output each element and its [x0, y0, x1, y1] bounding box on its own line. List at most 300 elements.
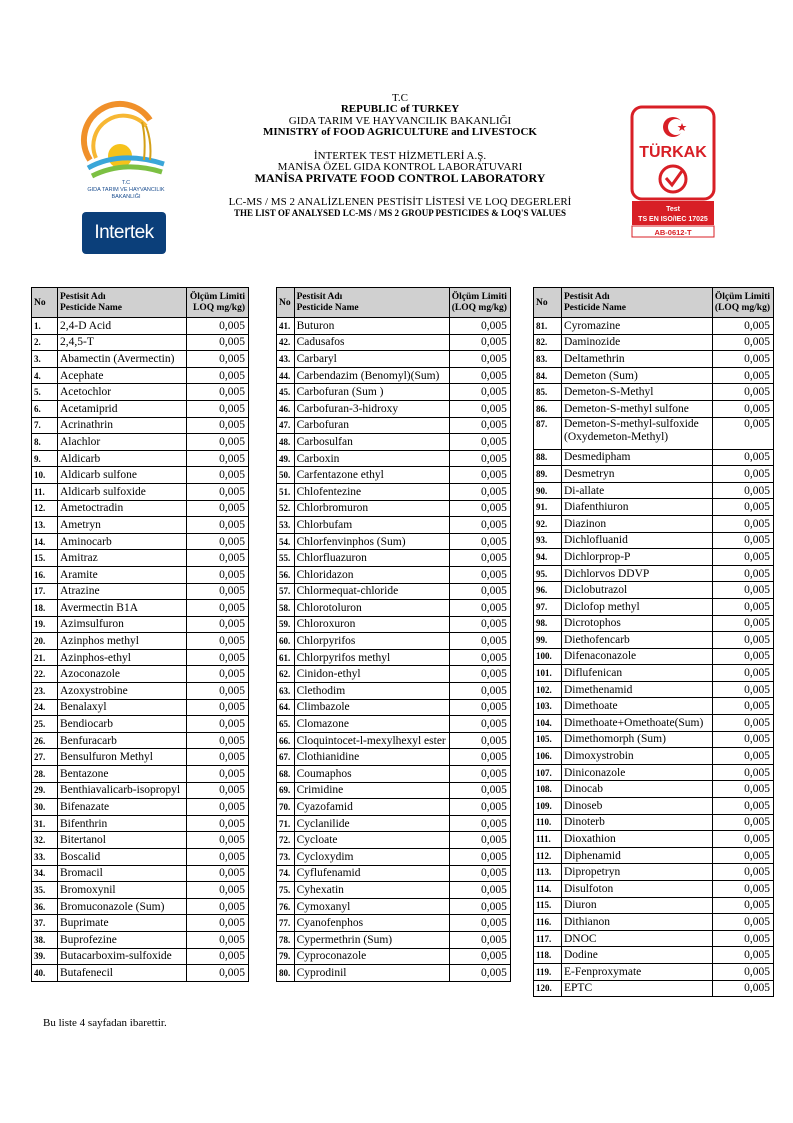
- row-number: 78.: [277, 931, 295, 948]
- pesticide-name: Clomazone: [294, 716, 449, 733]
- row-number: 2.: [32, 334, 58, 351]
- loq-value: 0,005: [712, 648, 773, 665]
- row-number: 19.: [32, 616, 58, 633]
- col-no-header: No: [534, 288, 562, 318]
- pesticide-name: Chlormequat-chloride: [294, 583, 449, 600]
- loq-value: 0,005: [712, 466, 773, 483]
- table-row: [277, 384, 511, 401]
- row-number: 35.: [32, 882, 58, 899]
- row-number: 14.: [32, 533, 58, 550]
- loq-value: 0,005: [186, 633, 248, 650]
- pesticide-name: Cymoxanyl: [294, 898, 449, 915]
- pesticide-name: Bifenthrin: [58, 815, 187, 832]
- table-row: [277, 683, 511, 700]
- loq-value: 0,005: [186, 434, 248, 451]
- col-no-header: No: [32, 288, 58, 318]
- table-row: [32, 434, 249, 451]
- pesticide-name: Boscalid: [58, 849, 187, 866]
- table-row: [32, 450, 249, 467]
- loq-value: 0,005: [186, 334, 248, 351]
- table-row: [32, 882, 249, 899]
- pesticide-name: Dinoterb: [562, 814, 713, 831]
- table-row: [32, 666, 249, 683]
- row-number: 57.: [277, 583, 295, 600]
- table-row: [277, 948, 511, 965]
- table-row: [534, 615, 774, 632]
- row-number: 112.: [534, 847, 562, 864]
- pesticide-name: Diafenthiuron: [562, 499, 713, 516]
- pesticide-name: Chlorbufam: [294, 517, 449, 534]
- pesticide-name: Benalaxyl: [58, 699, 187, 716]
- row-number: 95.: [534, 565, 562, 582]
- pesticide-name: Chlorpyrifos: [294, 633, 449, 650]
- loq-value: 0,005: [712, 715, 773, 732]
- table-row: [32, 334, 249, 351]
- pesticide-name: Cyproconazole: [294, 948, 449, 965]
- table-row: [277, 566, 511, 583]
- pesticide-name: Azinphos methyl: [58, 633, 187, 650]
- table-row: [277, 517, 511, 534]
- row-number: 6.: [32, 400, 58, 417]
- table-row: [534, 351, 774, 368]
- pesticide-name: Acetochlor: [58, 384, 187, 401]
- table-row: [32, 732, 249, 749]
- row-number: 53.: [277, 517, 295, 534]
- row-number: 64.: [277, 699, 295, 716]
- pesticide-name: Cinidon-ethyl: [294, 666, 449, 683]
- ministry-logo-tc: T.C: [121, 180, 131, 186]
- loq-value: 0,005: [712, 598, 773, 615]
- pesticide-name: Aramite: [58, 566, 187, 583]
- loq-value: 0,005: [186, 351, 248, 368]
- row-number: 82.: [534, 334, 562, 351]
- loq-value: 0,005: [449, 931, 510, 948]
- table-row: [32, 533, 249, 550]
- pesticide-name: Chlofentezine: [294, 483, 449, 500]
- table-row: [32, 367, 249, 384]
- table-row: [277, 450, 511, 467]
- pesticide-name: Demeton (Sum): [562, 367, 713, 384]
- row-number: 52.: [277, 500, 295, 517]
- row-number: 58.: [277, 600, 295, 617]
- row-number: 44.: [277, 367, 295, 384]
- pesticide-name: Diuron: [562, 897, 713, 914]
- pesticide-name: Azoconazole: [58, 666, 187, 683]
- table-row: [32, 799, 249, 816]
- loq-value: 0,005: [449, 766, 510, 783]
- turkak-code: AB-0612-T: [654, 228, 692, 237]
- header-republic: REPUBLIC of TURKEY: [340, 103, 460, 116]
- pesticide-name: Cloquintocet-l-mexylhexyl ester: [294, 732, 449, 749]
- row-number: 76.: [277, 898, 295, 915]
- pesticide-name: Carboxin: [294, 450, 449, 467]
- col-name-header: Pestisit Adı Pesticide Name: [562, 288, 713, 318]
- row-number: 83.: [534, 351, 562, 368]
- loq-value: 0,005: [712, 864, 773, 881]
- pesticide-name: Dioxathion: [562, 831, 713, 848]
- row-number: 66.: [277, 732, 295, 749]
- table-row: [277, 600, 511, 617]
- header-tc: T.C: [392, 92, 408, 104]
- pesticide-name: Bromuconazole (Sum): [58, 898, 187, 915]
- pesticide-name: Cyclanilide: [294, 815, 449, 832]
- loq-value: 0,005: [449, 566, 510, 583]
- loq-value: 0,005: [712, 947, 773, 964]
- table-row: [534, 449, 774, 466]
- loq-value: 0,005: [186, 849, 248, 866]
- pesticide-name: Dodine: [562, 947, 713, 964]
- pesticide-name: Atrazine: [58, 583, 187, 600]
- row-number: 110.: [534, 814, 562, 831]
- table-row: [534, 914, 774, 931]
- turkak-name: TÜRKAK: [639, 144, 707, 161]
- table-row: [32, 417, 249, 434]
- loq-value: 0,005: [712, 515, 773, 532]
- row-number: 50.: [277, 467, 295, 484]
- table-row: [534, 831, 774, 848]
- row-number: 87.: [534, 417, 562, 449]
- row-number: 113.: [534, 864, 562, 881]
- loq-value: 0,005: [712, 980, 773, 997]
- pesticide-name: Deltamethrin: [562, 351, 713, 368]
- pesticide-name: Aldicarb sulfone: [58, 467, 187, 484]
- row-number: 45.: [277, 384, 295, 401]
- loq-value: 0,005: [186, 915, 248, 932]
- row-number: 5.: [32, 384, 58, 401]
- loq-value: 0,005: [449, 898, 510, 915]
- table-row: [534, 384, 774, 401]
- loq-value: 0,005: [449, 351, 510, 368]
- loq-value: 0,005: [449, 915, 510, 932]
- pesticide-name: Cypermethrin (Sum): [294, 931, 449, 948]
- table-row: [534, 764, 774, 781]
- row-number: 118.: [534, 947, 562, 964]
- table-row: [534, 947, 774, 964]
- table-row: [277, 351, 511, 368]
- pesticide-name: Amitraz: [58, 550, 187, 567]
- pesticide-name: Azoxystrobine: [58, 683, 187, 700]
- loq-value: 0,005: [449, 467, 510, 484]
- row-number: 117.: [534, 930, 562, 947]
- row-number: 17.: [32, 583, 58, 600]
- row-number: 69.: [277, 782, 295, 799]
- row-number: 40.: [32, 965, 58, 982]
- row-number: 81.: [534, 318, 562, 335]
- pesticide-name: Coumaphos: [294, 766, 449, 783]
- row-number: 84.: [534, 367, 562, 384]
- pesticide-name: Diazinon: [562, 515, 713, 532]
- pesticide-name: Azinphos-ethyl: [58, 649, 187, 666]
- loq-value: 0,005: [449, 583, 510, 600]
- pesticide-name: Diphenamid: [562, 847, 713, 864]
- table-row: [277, 417, 511, 434]
- loq-value: 0,005: [712, 582, 773, 599]
- loq-value: 0,005: [186, 566, 248, 583]
- row-number: 49.: [277, 450, 295, 467]
- table-row: [32, 898, 249, 915]
- table-row: [32, 351, 249, 368]
- loq-value: 0,005: [712, 781, 773, 798]
- loq-value: 0,005: [712, 814, 773, 831]
- pesticide-name: E-Fenproxymate: [562, 963, 713, 980]
- loq-value: 0,005: [186, 384, 248, 401]
- loq-value: 0,005: [449, 948, 510, 965]
- loq-value: 0,005: [449, 400, 510, 417]
- row-number: 34.: [32, 865, 58, 882]
- table-row: [32, 948, 249, 965]
- table-row: [32, 467, 249, 484]
- row-number: 46.: [277, 400, 295, 417]
- pesticide-name: Chloroxuron: [294, 616, 449, 633]
- pesticide-name: Clothianidine: [294, 749, 449, 766]
- loq-value: 0,005: [186, 865, 248, 882]
- loq-value: 0,005: [186, 815, 248, 832]
- table-row: [277, 699, 511, 716]
- table-row: [32, 915, 249, 932]
- row-number: 74.: [277, 865, 295, 882]
- row-number: 89.: [534, 466, 562, 483]
- row-number: 21.: [32, 649, 58, 666]
- row-number: 77.: [277, 915, 295, 932]
- table-row: [277, 766, 511, 783]
- pesticide-name: Demeton-S-methyl-sulfoxide (Oxydemeton-Methyl): [562, 417, 713, 449]
- row-number: 54.: [277, 533, 295, 550]
- row-number: 12.: [32, 500, 58, 517]
- loq-value: 0,005: [449, 318, 510, 335]
- loq-value: 0,005: [186, 550, 248, 567]
- loq-value: 0,005: [186, 318, 248, 335]
- col-name-header: Pestisit Adı Pesticide Name: [294, 288, 449, 318]
- loq-value: 0,005: [449, 384, 510, 401]
- pesticide-name: Abamectin (Avermectin): [58, 351, 187, 368]
- loq-value: 0,005: [712, 930, 773, 947]
- table-row: [32, 815, 249, 832]
- table-row: [534, 814, 774, 831]
- loq-value: 0,005: [186, 832, 248, 849]
- table-row: [32, 500, 249, 517]
- pesticide-name: Carbofuran: [294, 417, 449, 434]
- loq-value: 0,005: [449, 749, 510, 766]
- pesticide-name: Desmetryn: [562, 466, 713, 483]
- loq-value: 0,005: [712, 565, 773, 582]
- table-row: [32, 649, 249, 666]
- row-number: 42.: [277, 334, 295, 351]
- row-number: 39.: [32, 948, 58, 965]
- loq-value: 0,005: [449, 716, 510, 733]
- table-row: [534, 847, 774, 864]
- row-number: 48.: [277, 434, 295, 451]
- loq-value: 0,005: [712, 367, 773, 384]
- pesticide-name: Cyazofamid: [294, 799, 449, 816]
- row-number: 116.: [534, 914, 562, 931]
- pesticide-name: Ametryn: [58, 517, 187, 534]
- pesticide-name: Cyromazine: [562, 318, 713, 335]
- pesticide-name: Dichlorvos DDVP: [562, 565, 713, 582]
- row-number: 100.: [534, 648, 562, 665]
- row-number: 20.: [32, 633, 58, 650]
- table-row: [534, 715, 774, 732]
- intertek-logo: [82, 212, 166, 254]
- pesticide-name: Dinocab: [562, 781, 713, 798]
- loq-value: 0,005: [186, 367, 248, 384]
- pesticide-name: Bendiocarb: [58, 716, 187, 733]
- table-row: [32, 566, 249, 583]
- table-row: [534, 515, 774, 532]
- loq-value: 0,005: [712, 764, 773, 781]
- table-row: [534, 582, 774, 599]
- pesticide-name: Bitertanol: [58, 832, 187, 849]
- loq-value: 0,005: [449, 334, 510, 351]
- table-row: [534, 864, 774, 881]
- row-number: 65.: [277, 716, 295, 733]
- pesticide-name: Cycloxydim: [294, 849, 449, 866]
- table-row: [277, 434, 511, 451]
- table-row: [534, 980, 774, 997]
- row-number: 60.: [277, 633, 295, 650]
- row-number: 59.: [277, 616, 295, 633]
- turkak-standard: TS EN ISO/IEC 17025: [638, 216, 708, 223]
- table-row: [32, 683, 249, 700]
- pesticide-name: Carbendazim (Benomyl)(Sum): [294, 367, 449, 384]
- loq-value: 0,005: [449, 815, 510, 832]
- table-row: [32, 633, 249, 650]
- loq-value: 0,005: [449, 483, 510, 500]
- row-number: 1.: [32, 318, 58, 335]
- row-number: 24.: [32, 699, 58, 716]
- loq-value: 0,005: [712, 881, 773, 898]
- loq-value: 0,005: [712, 897, 773, 914]
- page-footer-note: Bu liste 4 sayfadan ibarettir.: [43, 1017, 167, 1029]
- row-number: 13.: [32, 517, 58, 534]
- loq-value: 0,005: [449, 649, 510, 666]
- loq-value: 0,005: [712, 831, 773, 848]
- table-row: [534, 367, 774, 384]
- pesticide-name: Benfuracarb: [58, 732, 187, 749]
- row-number: 56.: [277, 566, 295, 583]
- table-row: [277, 832, 511, 849]
- pesticide-name: Desmedipham: [562, 449, 713, 466]
- loq-value: 0,005: [449, 782, 510, 799]
- table-row: [32, 600, 249, 617]
- loq-value: 0,005: [449, 550, 510, 567]
- loq-value: 0,005: [186, 882, 248, 899]
- loq-value: 0,005: [186, 699, 248, 716]
- loq-value: 0,005: [186, 948, 248, 965]
- loq-value: 0,005: [449, 965, 510, 982]
- table-row: [277, 533, 511, 550]
- table-row: [277, 882, 511, 899]
- loq-value: 0,005: [712, 351, 773, 368]
- row-number: 101.: [534, 665, 562, 682]
- pesticide-name: Chlorotoluron: [294, 600, 449, 617]
- pesticide-name: Dimethoate: [562, 698, 713, 715]
- loq-value: 0,005: [712, 681, 773, 698]
- loq-value: 0,005: [449, 517, 510, 534]
- loq-value: 0,005: [186, 732, 248, 749]
- row-number: 72.: [277, 832, 295, 849]
- pesticide-name: Chlorbromuron: [294, 500, 449, 517]
- header-list-title-tr: LC-MS / MS 2 ANALİZLENEN PESTİSİT LİSTESİ VE LOQ DEGERLERİ: [228, 195, 572, 208]
- loq-value: 0,005: [712, 748, 773, 765]
- table-row: [32, 849, 249, 866]
- turkak-test: Test: [666, 206, 680, 213]
- pesticide-name: Climbazole: [294, 699, 449, 716]
- table-row: [534, 698, 774, 715]
- col-loq-header: Ölçüm Limiti (LOQ mg/kg): [449, 288, 510, 318]
- pesticide-name: Dichlofluanid: [562, 532, 713, 549]
- table-row: [277, 550, 511, 567]
- table-row: [534, 930, 774, 947]
- table-row: [277, 749, 511, 766]
- loq-value: 0,005: [449, 882, 510, 899]
- document-header: [180, 93, 620, 220]
- row-number: 111.: [534, 831, 562, 848]
- pesticide-name: Butafenecil: [58, 965, 187, 982]
- pesticide-name: Chlorpyrifos methyl: [294, 649, 449, 666]
- row-number: 61.: [277, 649, 295, 666]
- pesticide-name: Carbofuran-3-hidroxy: [294, 400, 449, 417]
- pesticide-name: Aminocarb: [58, 533, 187, 550]
- loq-value: 0,005: [712, 334, 773, 351]
- col-no-header: No: [277, 288, 295, 318]
- table-row: [534, 466, 774, 483]
- loq-value: 0,005: [186, 417, 248, 434]
- loq-value: 0,005: [712, 499, 773, 516]
- pesticide-name: Buturon: [294, 318, 449, 335]
- row-number: 32.: [32, 832, 58, 849]
- row-number: 38.: [32, 931, 58, 948]
- row-number: 31.: [32, 815, 58, 832]
- pesticide-name: Dithianon: [562, 914, 713, 931]
- pesticide-name: Avermectin B1A: [58, 600, 187, 617]
- row-number: 106.: [534, 748, 562, 765]
- table-row: [534, 963, 774, 980]
- loq-value: 0,005: [186, 666, 248, 683]
- loq-value: 0,005: [712, 963, 773, 980]
- pesticide-name: Acrinathrin: [58, 417, 187, 434]
- row-number: 29.: [32, 782, 58, 799]
- loq-value: 0,005: [712, 798, 773, 815]
- loq-value: 0,005: [712, 549, 773, 566]
- row-number: 91.: [534, 499, 562, 516]
- row-number: 79.: [277, 948, 295, 965]
- table-row: [277, 965, 511, 982]
- pesticide-name: Demeton-S-methyl sulfone: [562, 400, 713, 417]
- table-row: [534, 648, 774, 665]
- pesticide-name: Diflufenican: [562, 665, 713, 682]
- pesticide-name: Benthiavalicarb-isopropyl: [58, 782, 187, 799]
- loq-value: 0,005: [712, 847, 773, 864]
- loq-value: 0,005: [449, 367, 510, 384]
- pesticide-name: Bromacil: [58, 865, 187, 882]
- pesticide-table-3: [533, 287, 774, 997]
- pesticide-name: Acetamiprid: [58, 400, 187, 417]
- pesticide-name: Dipropetryn: [562, 864, 713, 881]
- row-number: 80.: [277, 965, 295, 982]
- pesticide-name: Dimoxystrobin: [562, 748, 713, 765]
- row-number: 103.: [534, 698, 562, 715]
- pesticide-name: Daminozide: [562, 334, 713, 351]
- pesticide-name: Azimsulfuron: [58, 616, 187, 633]
- loq-value: 0,005: [186, 616, 248, 633]
- table-row: [534, 565, 774, 582]
- row-number: 23.: [32, 683, 58, 700]
- table-row: [277, 367, 511, 384]
- pesticide-name: Carbosulfan: [294, 434, 449, 451]
- table-row: [32, 766, 249, 783]
- row-number: 71.: [277, 815, 295, 832]
- table-row: [32, 782, 249, 799]
